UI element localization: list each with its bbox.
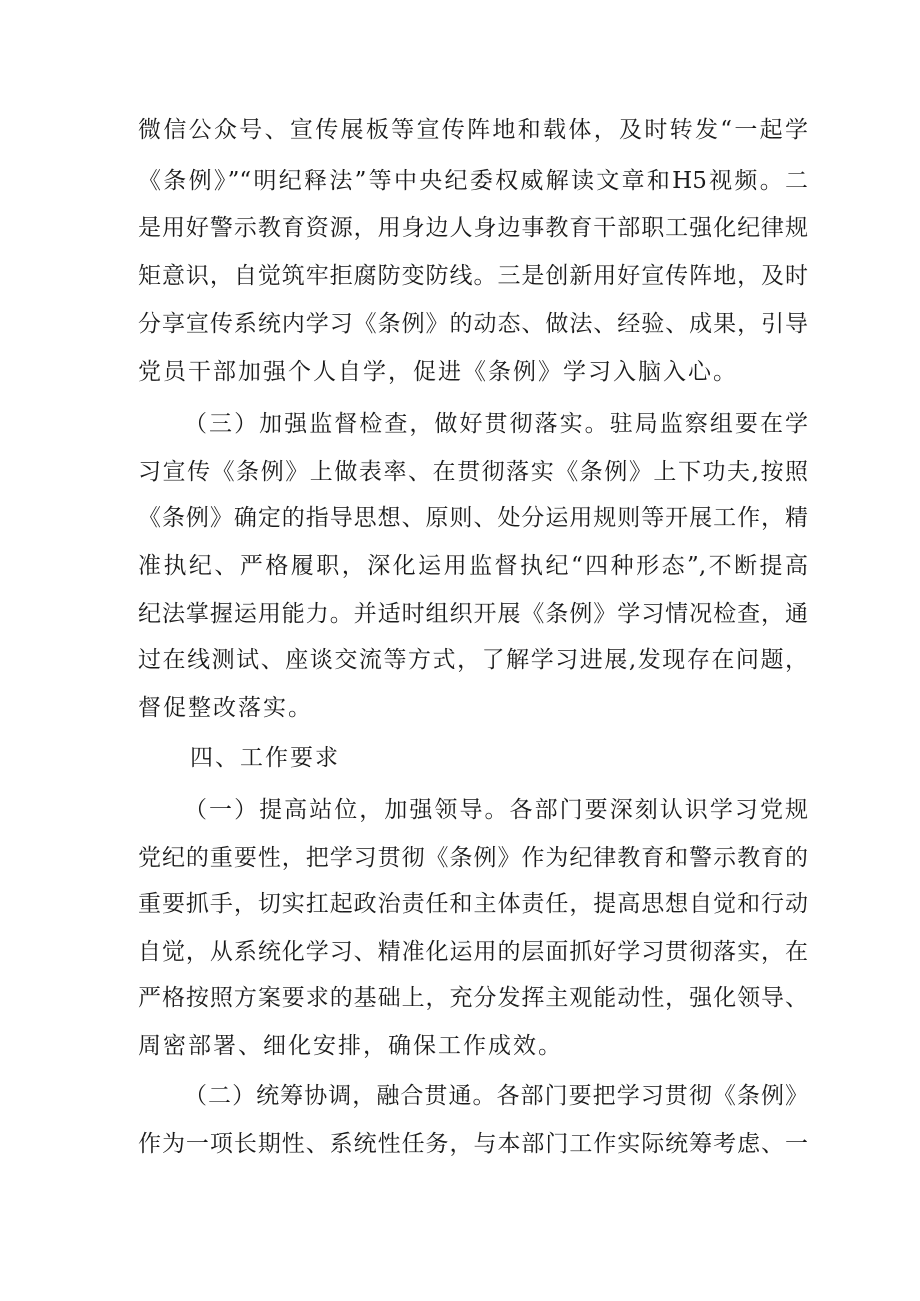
paragraph-line: 习宣传《条例》上做表率、在贯彻落实《条例》上下功夫,按照	[138, 459, 808, 485]
section-heading-line: （二）统筹协调，融合贯通。各部门要把学习贯彻《条例》	[184, 1083, 808, 1109]
paragraph-line: 督促整改落实。	[138, 695, 313, 721]
paragraph-line: 准执纪、严格履职，深化运用监督执纪“四种形态”,不断提高	[138, 553, 808, 579]
paragraph-line: 《条例》确定的指导思想、原则、处分运用规则等开展工作，精	[138, 505, 808, 531]
paragraph-line: 分享宣传系统内学习《条例》的动态、做法、经验、成果，引导	[138, 311, 808, 337]
paragraph-line: 党员干部加强个人自学，促进《条例》学习入脑入心。	[138, 359, 738, 385]
paragraph-line: 党纪的重要性，把学习贯彻《条例》作为纪律教育和警示教育的	[138, 845, 808, 871]
paragraph-line: 过在线测试、座谈交流等方式，了解学习进展,发现存在问题，	[138, 647, 808, 673]
section-heading-line: （三）加强监督检查，做好贯彻落实。驻局监察组要在学	[184, 411, 808, 437]
paragraph-line: 周密部署、细化安排，确保工作成效。	[138, 1033, 563, 1059]
paragraph-line: 重要抓手，切实扛起政治责任和主体责任，提高思想自觉和行动	[138, 891, 808, 917]
paragraph-line: 《条例》”“明纪释法”等中央纪委权威解读文章和H5视频。二	[138, 168, 808, 194]
paragraph-line: 作为一项长期性、系统性任务，与本部门工作实际统筹考虑、一	[138, 1131, 808, 1157]
paragraph-line: 严格按照方案要求的基础上，充分发挥主观能动性，强化领导、	[138, 985, 808, 1011]
paragraph-line: 自觉，从系统化学习、精准化运用的层面抓好学习贯彻落实，在	[138, 939, 808, 965]
paragraph-line: 是用好警示教育资源，用身边人身边事教育干部职工强化纪律规	[138, 215, 808, 241]
section-heading-line: （一）提高站位，加强领导。各部门要深刻认识学习党规	[184, 797, 808, 823]
section-heading: 四、工作要求	[190, 745, 340, 771]
paragraph-line: 纪法掌握运用能力。并适时组织开展《条例》学习情况检查，通	[138, 601, 808, 627]
paragraph-line: 矩意识，自觉筑牢拒腐防变防线。三是创新用好宣传阵地，及时	[138, 263, 808, 289]
paragraph-line: 微信公众号、宣传展板等宣传阵地和载体，及时转发“一起学	[138, 117, 808, 143]
